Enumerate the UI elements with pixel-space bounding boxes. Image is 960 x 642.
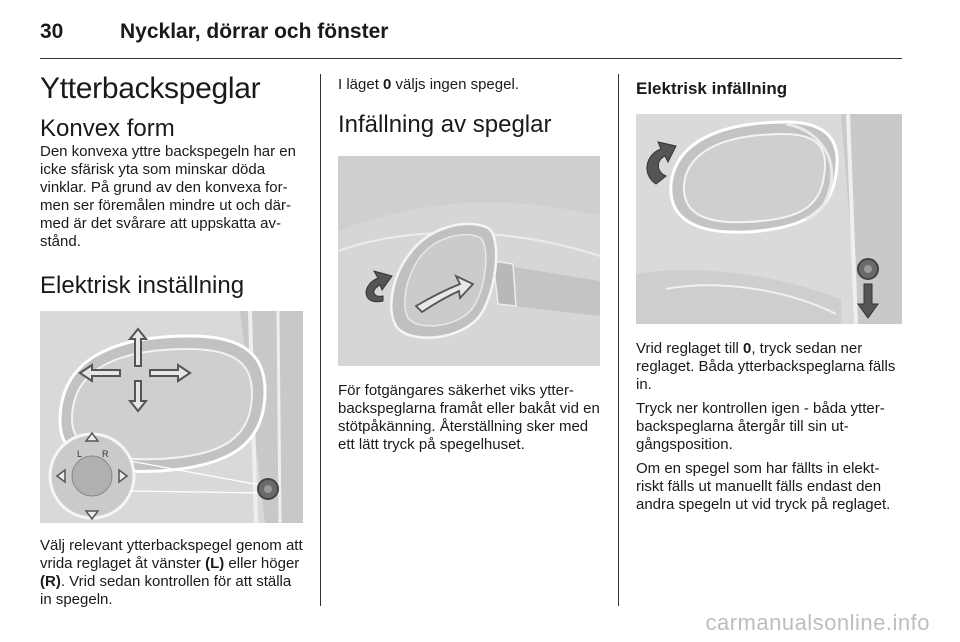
electric-folding-text-1: Vrid reglaget till 0, tryck sedan ner reglaget. Båda ytterbackspeglarna fälls in. (636, 340, 896, 393)
column-divider (320, 74, 321, 606)
column-2 (338, 70, 600, 454)
page-number: 30 (40, 20, 64, 43)
watermark: carmanualsonline.info (705, 610, 930, 635)
electric-folding-heading: Elektrisk infällning (636, 79, 788, 98)
mirror-adjust-illustration (40, 311, 303, 523)
electric-adjust-heading: Elektrisk inställning (40, 272, 245, 299)
knob-label-right: R (102, 449, 109, 459)
convex-heading: Konvex form (40, 115, 175, 142)
mirror-folding-drawing (338, 156, 600, 366)
mirror-folding-illustration (338, 156, 600, 366)
running-title: Nycklar, dörrar och fönster (120, 20, 389, 43)
mirror-adjust-drawing (40, 311, 303, 523)
page-header (40, 20, 902, 48)
electric-folding-drawing (636, 114, 902, 324)
neutral-position-text: I läget 0 väljs ingen spegel. (338, 76, 519, 93)
column-3 (636, 70, 902, 514)
section-title: Ytterbackspeglar (40, 72, 261, 105)
electric-folding-text-3: Om en spegel som har fällts in elekt-riskt fälls ut manuellt fälls endast den andra spegeln ut vid tryck på reglaget. (636, 460, 891, 513)
electric-folding-illustration (636, 114, 902, 324)
electric-folding-text-2: Tryck ner kontrollen igen - båda ytter-backspeglarna återgår till sin ut-gångsposition. (636, 400, 885, 453)
column-1 (40, 70, 303, 609)
folding-heading: Infällning av speglar (338, 111, 552, 138)
knob-label-left: L (77, 449, 83, 459)
adjust-caption: Välj relevant ytterbackspegel genom att vrida reglaget åt vänster (L) eller höger (R). Vrid sedan kontrollen för att ställa in spegeln. (40, 537, 303, 608)
header-rule (40, 58, 902, 59)
folding-text: För fotgängares säkerhet viks ytter-backspeglarna framåt eller bakåt vid en stötpåkänning. Återställning sker med ett lätt tryck på spegelhuset. (338, 382, 600, 453)
column-divider (618, 74, 619, 606)
convex-text: Den konvexa yttre backspegeln har en icke sfärisk yta som minskar döda vinklar. På grund av den konvexa for-men ser föremålen mindre ut och där-med är det svårare att uppskatta av-stånd. (40, 143, 296, 250)
